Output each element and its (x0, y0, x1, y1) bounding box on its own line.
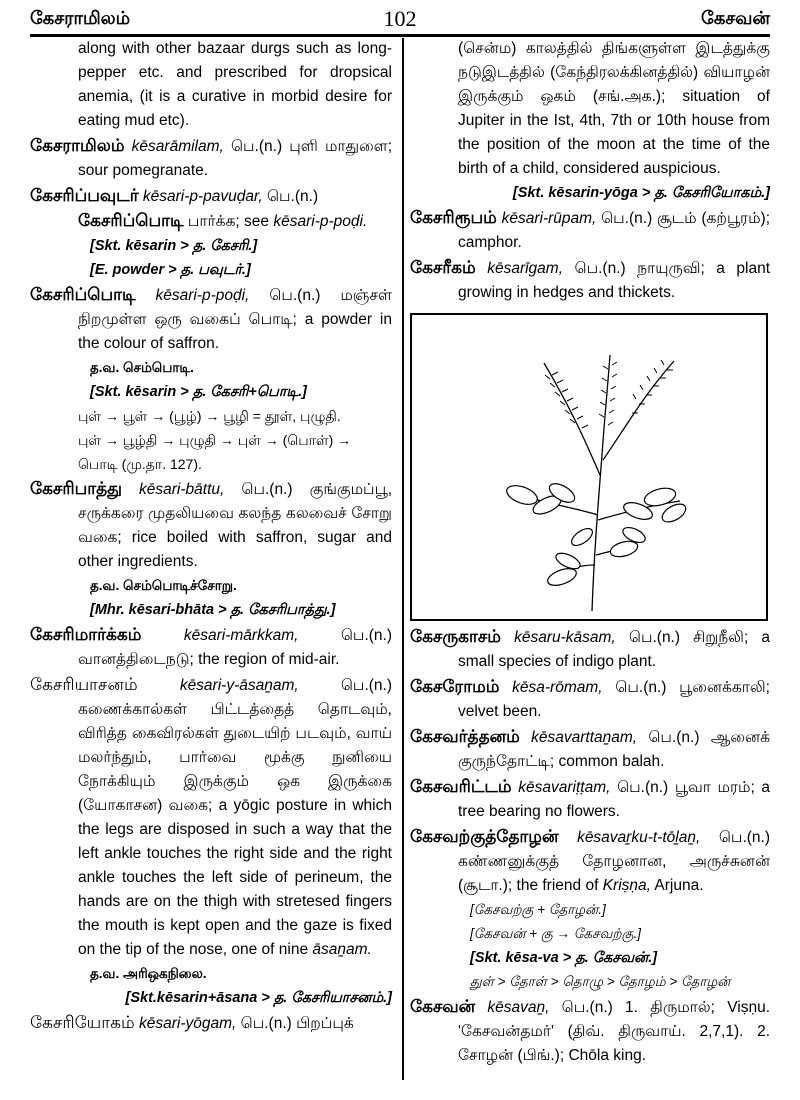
entry-kesaru-kasam (410, 625, 770, 674)
definition: பெ.(n.) சூடம் (கற்பூரம்); camphor. (458, 210, 771, 251)
headword: கேசவர்த்தனம் (410, 727, 520, 746)
headword: கேசரியாசனம் (30, 675, 138, 694)
entry-kesavan (410, 995, 770, 1068)
romanization: kēsari-bāttu, (139, 481, 225, 498)
headword: கேசவரிட்டம் (410, 777, 512, 796)
tamil-equivalent: த.வ. செம்பொடி. (90, 360, 194, 375)
derivation-line: புள் → பூழ்தி → புழுதி → புள் → (பொள்) → பொடி (மு.தா. 127). (78, 432, 352, 472)
headword: கேசருகாசம் (410, 627, 501, 646)
header-right-guide-word: கேசவன் (701, 8, 770, 28)
romanization: kēsari-mārkkam, (183, 627, 299, 644)
cross-reference (30, 209, 392, 234)
left-spike (544, 363, 600, 475)
headword: கேசரியோகம் (30, 1013, 135, 1032)
entry-kesari-yogam (30, 1011, 392, 1036)
romanization: kēsari-yōgam, (139, 1015, 237, 1032)
header-left-guide-word: கேசராமிலம் (30, 8, 131, 28)
etymology-note: [Skt. kēsarin > த. கேசரி+பொடி.] (90, 384, 307, 400)
headword: கேசவன் (410, 997, 476, 1016)
definition: பெ.(n.) பூவா மரம்; a tree bearing no flowers. (458, 779, 771, 820)
romanization: kēsavaṉ, (487, 999, 550, 1016)
definition: பெ.(n.) நாயுருவி; a plant growing in hedges and thickets. (458, 260, 771, 301)
headword: கேசரிமார்க்கம் (30, 625, 142, 644)
entry-kesavarku-t-tolan (410, 825, 770, 898)
plant-drawing (412, 315, 766, 619)
headword: கேசவற்குத்தோழன் (410, 827, 559, 846)
tamil-equivalent: த.வ. செம்பொடிச்சோறு. (90, 578, 237, 593)
continuation-text: (சென்ம) காலத்தில் திங்களுள்ள இடத்துக்கு நடுஇடத்தில் (கேந்திரலக்கினத்தில்) வியாழன் இருக்கும் ஒகம் (சங்.அக.); situation of Jupiter in the Ist, 4th, 7th or 10th house from the position of the moon at the time of the birth of a child, considered auspicious. (458, 40, 770, 177)
plant-stem (592, 355, 610, 611)
entry-kesa-romam (410, 675, 770, 724)
romanization: kēsari-rūpam, (501, 210, 597, 227)
definition: பெ.(n.) குங்குமப்பூ, சருக்கரை முதலியவை கலந்த கலவைச் சோறு வகை; rice boiled with saffron, sugar and other ingredients. (78, 481, 392, 570)
entry-kesari-p-pavudar (30, 184, 392, 209)
etymology-note: [E. powder > த. பவுடர்.] (90, 262, 251, 278)
note-text: [கேசவற்கு + தோழன்.] (470, 902, 606, 917)
etymology-note (410, 898, 770, 922)
romanization: kēsarīgam, (487, 260, 564, 277)
definition: பெ.(n.) சிறுநீலி; a small species of indigo plant. (458, 629, 771, 670)
definition: பெ.(n.) வானத்திடைநடு; the region of mid-air. (78, 627, 393, 668)
headword: கேசரீகம் (410, 258, 476, 277)
etymology-note: [Mhr. kēsari-bhāta > த. கேசரிபாத்து.] (90, 602, 336, 618)
etymology-note (410, 922, 770, 946)
page-header (30, 4, 770, 34)
definition: பெ.(n.) ஆனைக் குருந்தோட்டி; common balah. (458, 729, 770, 770)
right-column (410, 37, 770, 1068)
definition: Arjuna. (654, 877, 704, 894)
entry-kesari-p-podi (30, 283, 392, 356)
entry-kesarigam (410, 256, 770, 305)
tamil-equivalent: த.வ. அரிஒகநிலை. (90, 966, 207, 981)
definition: பெ.(n.) 1. திருமால்; Viṣṇu. 'கேசவன்தமர்' (திவ். திருவாய். 2,7,1). 2. சோழன் (பிங்.); Chōla king. (458, 999, 771, 1064)
entry-kesari-y-asanam (30, 673, 392, 962)
entry-kesaramilam (30, 134, 392, 183)
romanization: kēsari-p-poḍi. (273, 213, 368, 230)
romanization: kēsavariṭṭam, (518, 779, 611, 796)
romanization: kēsari-p-poḍi, (155, 287, 250, 304)
note-text: துள் > தோள் > தொழு > தோழம் > தோழன் (470, 974, 731, 989)
entry-kesavarttanam (410, 725, 770, 774)
definition: பெ.(n.) புளி மாதுளை; sour pomegranate. (78, 138, 392, 179)
romanization: Kriṣṇa, (602, 877, 651, 894)
page-number: 102 (383, 6, 417, 31)
headword: கேசரிப்பொடி (30, 285, 136, 304)
romanization: kēsavarttaṉam, (531, 729, 638, 746)
etymology-note: [Skt. kēsarin-yōga > த. கேசரியோகம்.] (512, 185, 770, 201)
entry-kesari-markkam (30, 623, 392, 672)
romanization: kēsari-y-āsaṉam, (179, 677, 299, 694)
headword: கேசரிரூபம் (410, 208, 497, 227)
derivation-line (410, 970, 770, 994)
definition: பார்க்க; see (187, 213, 270, 230)
definition: பெ.(n.) கண்ணனுக்குத் தோழனான, அருச்சுனன் (சூடா.); the friend of (458, 829, 771, 894)
definition: பெ.(n.) பிறப்புக் (240, 1015, 354, 1032)
entry-kesari-battu (30, 477, 392, 574)
etymology-note: [Skt.kēsarin+āsana > த. கேசரியாசனம்.] (125, 990, 392, 1006)
romanization: kēsaru-kāsam, (514, 629, 616, 646)
headword: கேசரிபாத்து (30, 479, 122, 498)
definition: பெ.(n.) கணைக்கால்கள் பிட்டத்தைத் தொடவும், விரித்த கைவிரல்கள் துடையிற் படவும், வாய் மலர்ந்தும், பார்வை மூக்கு நுனியை நோக்கியும் இருக்கும் ஒக இருக்கை (யோகாசன) வகை; a yōgic posture in which the legs are disposed in such a way that the left ankle touches the right side and the right ankle touches the left side of perineum, the hands are on the thigh with stretesed fingers the mouth is kept open and the gaze is fixed on the tip of the nose, one of nine (78, 677, 393, 958)
entry-kesari-rupam (410, 206, 770, 255)
column-divider (402, 38, 404, 1080)
etymology-note: [Skt. kēsa-va > த. கேசவன்.] (470, 950, 658, 966)
romanization: kēsarāmilam, (131, 138, 224, 155)
headword: கேசராமிலம் (30, 136, 125, 155)
romanization: āsaṉam. (312, 941, 372, 958)
definition: பெ.(n.) (266, 188, 319, 205)
headword: கேசரோமம் (410, 677, 500, 696)
headword: கேசரிப்பொடி (78, 211, 184, 230)
plant-illustration (410, 313, 768, 621)
entry-kesavarittam (410, 775, 770, 824)
note-text: [கேசவன் + கு → கேசவற்கு.] (470, 926, 641, 941)
left-column (30, 37, 392, 1036)
derivation-line: புள் → பூள் → (பூழ்) → பூழி = தூள், புழுதி. (78, 408, 341, 424)
continuation-text: along with other bazaar durgs such as long-pepper etc. and prescribed for dropsical anemia, (it is a curative in morbid desire for eating mud etc). (78, 40, 392, 129)
definition: பெ.(n.) பூனைக்காலி; velvet been. (458, 679, 770, 720)
definition: பெ.(n.) மஞ்சள் நிறமுள்ள ஒரு வகைப் பொடி; a powder in the colour of saffron. (78, 287, 393, 352)
etymology-note: [Skt. kēsarin > த. கேசரி.] (90, 238, 258, 254)
romanization: kēsari-p-pavuḍar, (142, 188, 263, 205)
headword: கேசரிப்பவுடர் (30, 186, 139, 205)
romanization: kēsa-rōmam, (512, 679, 603, 696)
romanization: kēsavaṟku-t-tōḻaṉ, (577, 829, 701, 846)
